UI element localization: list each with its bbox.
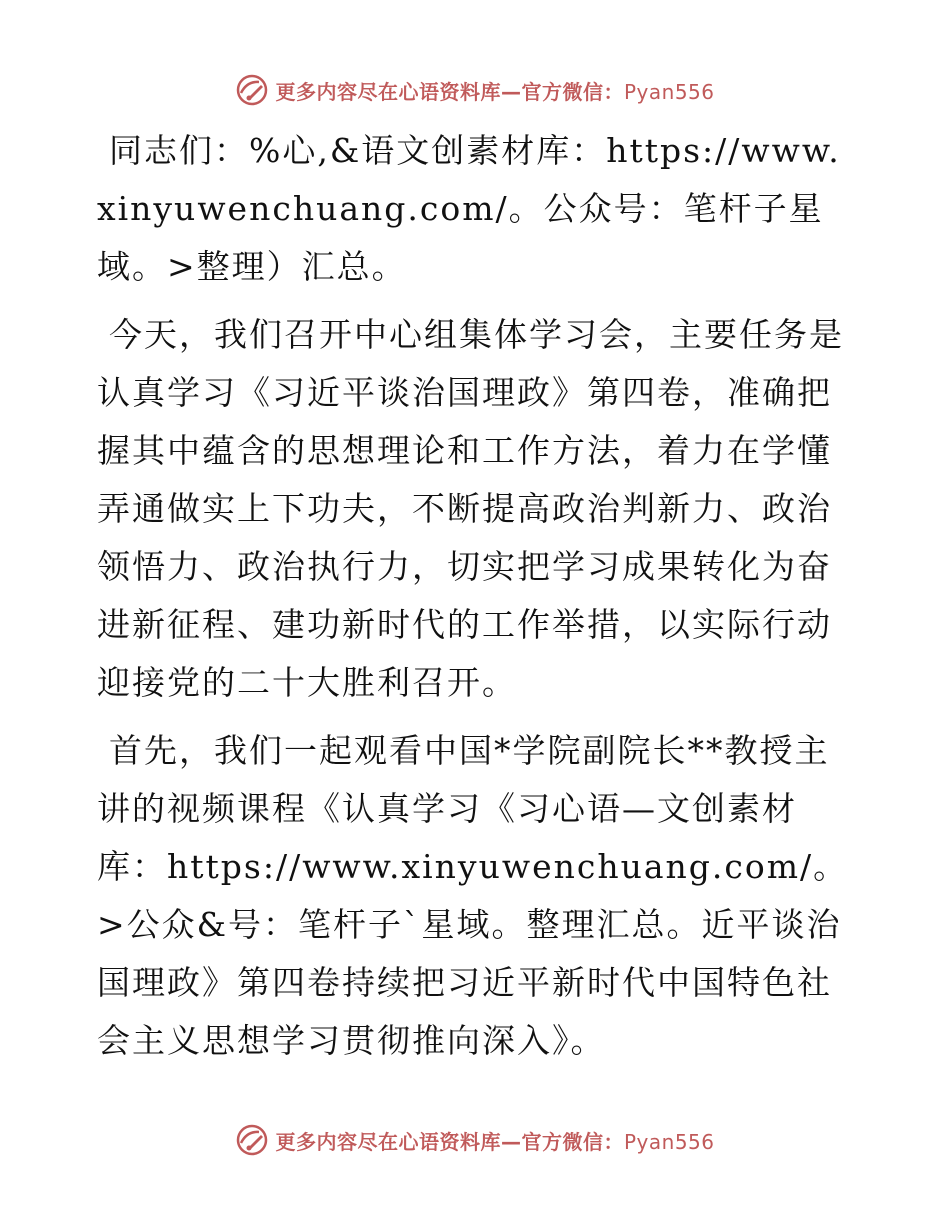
footer-wechat-id: Pyan556: [623, 1129, 715, 1154]
pen-logo-icon: [235, 1123, 269, 1157]
paragraph-2: [97, 306, 857, 712]
pen-logo-icon: [235, 73, 269, 107]
paragraph-1-text: 同志们：%心,&语文创素材库：https://www.xinyuwenchuang.com/。公众号：笔杆子星域。>整理）汇总。: [97, 131, 841, 286]
footer-banner-label: 更多内容尽在心语资料库—官方微信：: [275, 1129, 624, 1154]
header-wechat-id: Pyan556: [623, 79, 715, 104]
header-banner-text: [275, 76, 714, 105]
document-body: [97, 122, 857, 1080]
header-banner-label: 更多内容尽在心语资料库—官方微信：: [275, 79, 624, 104]
paragraph-3-text: 首先，我们一起观看中国*学院副院长**教授主讲的视频课程《认真学习《习心语—文创素材库：https://www.xinyuwenchuang.com/。>公众&号：笔杆子`星域。整理汇总。近平谈治国理政》第四卷持续把习近平新时代中国特色社会主义思想学习贯彻推向深入》。: [97, 731, 849, 1060]
header-banner: [0, 70, 950, 110]
paragraph-2-text: 今天，我们召开中心组集体学习会，主要任务是认真学习《习近平谈治国理政》第四卷，准确把握其中蕴含的思想理论和工作方法，着力在学懂弄通做实上下功夫，不断提高政治判新力、政治领悟力、政治执行力，切实把学习成果转化为奋进新征程、建功新时代的工作举措，以实际行动迎接党的二十大胜利召开。: [97, 315, 844, 702]
footer-banner: [0, 1120, 950, 1160]
footer-banner-text: [275, 1126, 714, 1155]
paragraph-3: [97, 722, 857, 1070]
paragraph-1: [97, 122, 857, 296]
